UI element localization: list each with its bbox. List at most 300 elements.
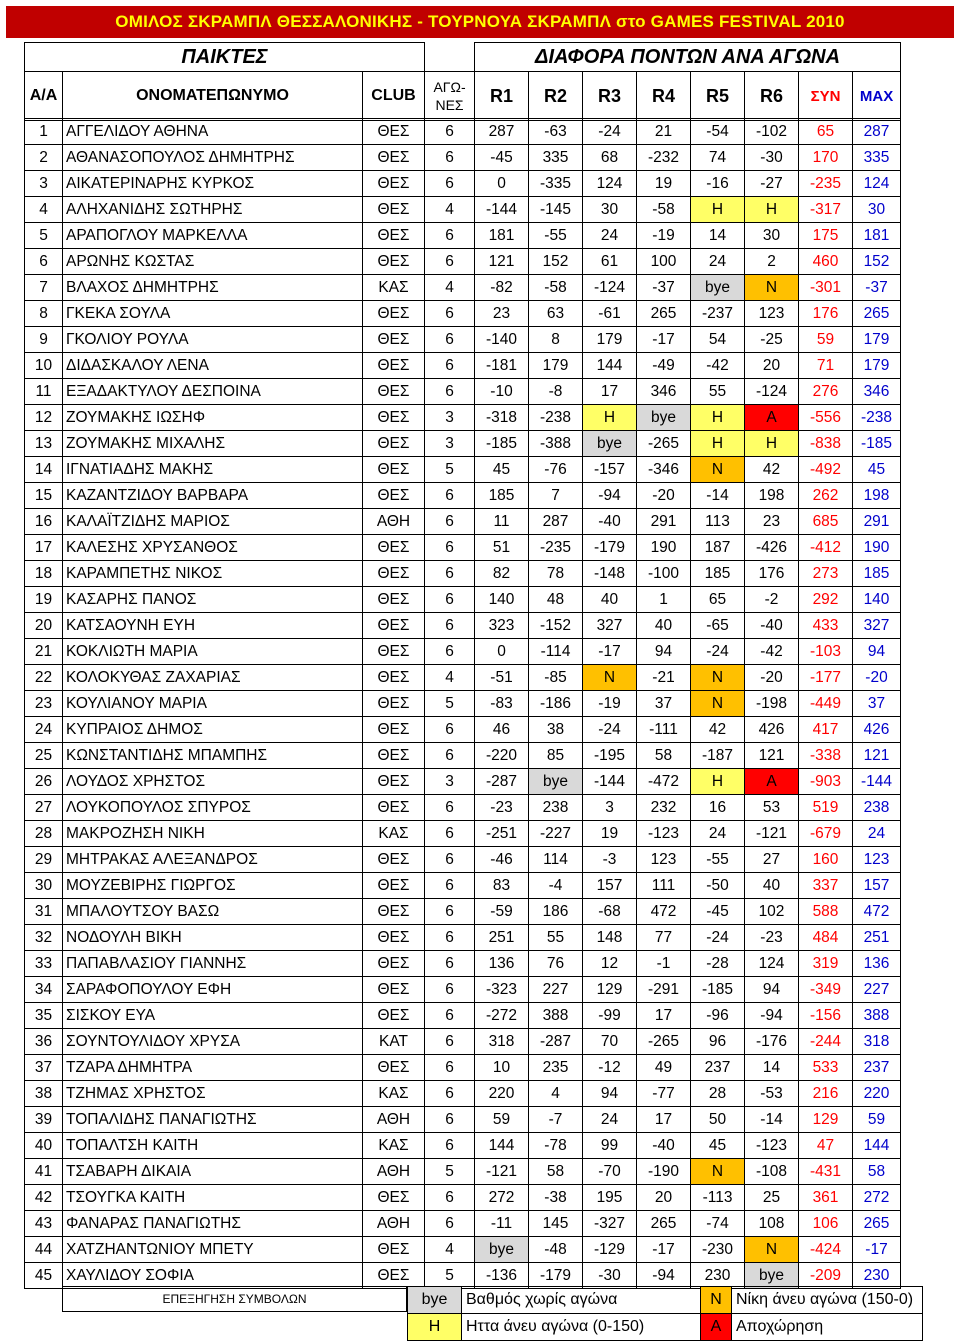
- cell-r4: -123: [637, 821, 691, 847]
- cell-r3: 68: [583, 145, 637, 171]
- cell-name: ΚΟΛΟΚΥΘΑΣ ΖΑΧΑΡΙΑΣ: [63, 665, 363, 691]
- cell-max: 220: [853, 1081, 901, 1107]
- cell-r2: -388: [529, 431, 583, 457]
- cell-name: ΙΓΝΑΤΙΑΔΗΣ ΜΑΚΗΣ: [63, 457, 363, 483]
- cell-games: 5: [425, 457, 475, 483]
- cell-r1: -23: [475, 795, 529, 821]
- cell-aa: 27: [25, 795, 63, 821]
- cell-r2: -227: [529, 821, 583, 847]
- cell-r1: bye: [475, 1237, 529, 1263]
- cell-r2: -85: [529, 665, 583, 691]
- cell-r2: 238: [529, 795, 583, 821]
- cell-name: ΑΡΑΠΟΓΛΟΥ ΜΑΡΚΕΛΛΑ: [63, 223, 363, 249]
- cell-aa: 45: [25, 1263, 63, 1289]
- cell-r6: 108: [745, 1211, 799, 1237]
- cell-syn: 129: [799, 1107, 853, 1133]
- diff-section-header: ΔΙΑΦΟΡΑ ΠΟΝΤΩΝ ΑΝΑ ΑΓΩΝΑ: [475, 43, 901, 72]
- cell-r6: Α: [745, 405, 799, 431]
- cell-r4: -37: [637, 275, 691, 301]
- cell-r4: -77: [637, 1081, 691, 1107]
- cell-r2: -58: [529, 275, 583, 301]
- cell-r2: -114: [529, 639, 583, 665]
- cell-club: ΚΑΣ: [363, 275, 425, 301]
- cell-r1: -220: [475, 743, 529, 769]
- table-row: [25, 1003, 901, 1029]
- cell-r5: -237: [691, 301, 745, 327]
- cell-max: 124: [853, 171, 901, 197]
- cell-syn: 71: [799, 353, 853, 379]
- cell-name: ΚΟΥΛΙΑΝΟΥ ΜΑΡΙΑ: [63, 691, 363, 717]
- cell-r1: 0: [475, 171, 529, 197]
- cell-max: 230: [853, 1263, 901, 1289]
- cell-club: ΘΕΣ: [363, 847, 425, 873]
- cell-r3: 70: [583, 1029, 637, 1055]
- cell-syn: 106: [799, 1211, 853, 1237]
- cell-max: 140: [853, 587, 901, 613]
- cell-r6: 30: [745, 223, 799, 249]
- cell-r6: Ν: [745, 1237, 799, 1263]
- cell-syn: 685: [799, 509, 853, 535]
- legend-h-symbol: Η: [407, 1313, 462, 1341]
- cell-max: 472: [853, 899, 901, 925]
- cell-games: 6: [425, 223, 475, 249]
- cell-r4: 1: [637, 587, 691, 613]
- cell-r1: -318: [475, 405, 529, 431]
- cell-syn: -449: [799, 691, 853, 717]
- cell-syn: -838: [799, 431, 853, 457]
- col-r3: R3: [583, 72, 637, 121]
- cell-r6: Α: [745, 769, 799, 795]
- cell-r5: -16: [691, 171, 745, 197]
- cell-syn: 533: [799, 1055, 853, 1081]
- cell-club: ΘΕΣ: [363, 951, 425, 977]
- cell-aa: 36: [25, 1029, 63, 1055]
- cell-r3: -68: [583, 899, 637, 925]
- cell-max: 238: [853, 795, 901, 821]
- cell-club: ΚΑΣ: [363, 821, 425, 847]
- cell-r5: 28: [691, 1081, 745, 1107]
- cell-club: ΘΕΣ: [363, 535, 425, 561]
- cell-name: ΚΑΛΕΣΗΣ ΧΡΥΣΑΝΘΟΣ: [63, 535, 363, 561]
- cell-r3: -124: [583, 275, 637, 301]
- cell-r3: 61: [583, 249, 637, 275]
- cell-r5: 24: [691, 821, 745, 847]
- cell-r4: 94: [637, 639, 691, 665]
- cell-r3: -24: [583, 717, 637, 743]
- cell-r3: 30: [583, 197, 637, 223]
- table-row: [25, 561, 901, 587]
- cell-r6: 25: [745, 1185, 799, 1211]
- cell-r3: -17: [583, 639, 637, 665]
- cell-r2: -76: [529, 457, 583, 483]
- cell-club: ΘΕΣ: [363, 145, 425, 171]
- cell-aa: 10: [25, 353, 63, 379]
- cell-r1: 11: [475, 509, 529, 535]
- cell-syn: -103: [799, 639, 853, 665]
- cell-r5: -14: [691, 483, 745, 509]
- cell-club: ΘΕΣ: [363, 119, 425, 145]
- cell-r4: -100: [637, 561, 691, 587]
- cell-max: 157: [853, 873, 901, 899]
- cell-aa: 37: [25, 1055, 63, 1081]
- cell-games: 4: [425, 197, 475, 223]
- cell-r5: Η: [691, 431, 745, 457]
- cell-r2: 114: [529, 847, 583, 873]
- cell-r2: 58: [529, 1159, 583, 1185]
- table-row: [25, 821, 901, 847]
- cell-games: 6: [425, 847, 475, 873]
- col-r1: R1: [475, 72, 529, 121]
- players-section-header: ΠΑΙΚΤΕΣ: [25, 43, 425, 72]
- cell-club: ΘΕΣ: [363, 665, 425, 691]
- cell-club: ΘΕΣ: [363, 691, 425, 717]
- cell-r3: 12: [583, 951, 637, 977]
- table-row: [25, 795, 901, 821]
- cell-r4: 346: [637, 379, 691, 405]
- cell-r2: 7: [529, 483, 583, 509]
- cell-r6: -53: [745, 1081, 799, 1107]
- cell-r4: 40: [637, 613, 691, 639]
- cell-games: 3: [425, 769, 475, 795]
- legend-a-symbol: Α: [700, 1313, 732, 1341]
- cell-r1: -323: [475, 977, 529, 1003]
- cell-r1: 10: [475, 1055, 529, 1081]
- cell-name: ΚΑΛΑΪΤΖΙΔΗΣ ΜΑΡΙΟΣ: [63, 509, 363, 535]
- cell-r5: 230: [691, 1263, 745, 1289]
- cell-name: ΤΖΑΡΑ ΔΗΜΗΤΡΑ: [63, 1055, 363, 1081]
- cell-club: ΘΕΣ: [363, 717, 425, 743]
- cell-r1: 318: [475, 1029, 529, 1055]
- cell-r5: 50: [691, 1107, 745, 1133]
- cell-r4: -1: [637, 951, 691, 977]
- cell-r6: -123: [745, 1133, 799, 1159]
- cell-aa: 42: [25, 1185, 63, 1211]
- cell-max: 144: [853, 1133, 901, 1159]
- cell-syn: -431: [799, 1159, 853, 1185]
- legend-h-text: Ηττα άνευ αγώνα (0-150): [461, 1313, 701, 1341]
- cell-r2: 227: [529, 977, 583, 1003]
- cell-r6: -124: [745, 379, 799, 405]
- cell-r5: Ν: [691, 1159, 745, 1185]
- table-row: [25, 847, 901, 873]
- cell-max: 190: [853, 535, 901, 561]
- cell-games: 3: [425, 405, 475, 431]
- col-aa: Α/Α: [25, 72, 63, 121]
- cell-r5: Η: [691, 769, 745, 795]
- cell-r2: 55: [529, 925, 583, 951]
- cell-aa: 11: [25, 379, 63, 405]
- cell-r3: -327: [583, 1211, 637, 1237]
- cell-syn: 276: [799, 379, 853, 405]
- cell-club: ΘΕΣ: [363, 249, 425, 275]
- cell-r4: 17: [637, 1003, 691, 1029]
- cell-r3: -40: [583, 509, 637, 535]
- cell-r3: -179: [583, 535, 637, 561]
- cell-name: ΑΛΗΧΑΝΙΔΗΣ ΣΩΤΗΡΗΣ: [63, 197, 363, 223]
- cell-club: ΘΕΣ: [363, 613, 425, 639]
- cell-r6: 14: [745, 1055, 799, 1081]
- cell-r4: bye: [637, 405, 691, 431]
- cell-r6: -25: [745, 327, 799, 353]
- cell-name: ΑΓΓΕΛΙΔΟΥ ΑΘΗΝΑ: [63, 119, 363, 145]
- legend: [62, 1286, 924, 1342]
- cell-aa: 15: [25, 483, 63, 509]
- cell-club: ΘΕΣ: [363, 379, 425, 405]
- table-row: [25, 327, 901, 353]
- cell-max: 335: [853, 145, 901, 171]
- cell-r6: -102: [745, 119, 799, 145]
- col-name: ΟΝΟΜΑΤΕΠΩΝΥΜΟ: [63, 72, 363, 121]
- cell-aa: 32: [25, 925, 63, 951]
- table-row: [25, 483, 901, 509]
- table-row: [25, 1081, 901, 1107]
- cell-r2: -63: [529, 119, 583, 145]
- cell-r3: 124: [583, 171, 637, 197]
- cell-r3: -24: [583, 119, 637, 145]
- cell-r5: 55: [691, 379, 745, 405]
- table-row: [25, 249, 901, 275]
- cell-r6: 40: [745, 873, 799, 899]
- cell-name: ΤΣΑΒΑΡΗ ΔΙΚΑΙΑ: [63, 1159, 363, 1185]
- cell-max: 388: [853, 1003, 901, 1029]
- cell-syn: 262: [799, 483, 853, 509]
- cell-aa: 38: [25, 1081, 63, 1107]
- cell-r5: -50: [691, 873, 745, 899]
- cell-syn: 160: [799, 847, 853, 873]
- cell-r6: 121: [745, 743, 799, 769]
- cell-games: 6: [425, 639, 475, 665]
- cell-games: 5: [425, 691, 475, 717]
- cell-r6: -176: [745, 1029, 799, 1055]
- cell-r4: -40: [637, 1133, 691, 1159]
- cell-games: 5: [425, 1263, 475, 1289]
- cell-games: 6: [425, 1211, 475, 1237]
- col-r6: R6: [745, 72, 799, 121]
- cell-name: ΣΟΥΝΤΟΥΛΙΔΟΥ ΧΡΥΣΑ: [63, 1029, 363, 1055]
- cell-max: -144: [853, 769, 901, 795]
- cell-max: 426: [853, 717, 901, 743]
- cell-r2: -335: [529, 171, 583, 197]
- cell-r2: 4: [529, 1081, 583, 1107]
- cell-max: -238: [853, 405, 901, 431]
- cell-club: ΘΕΣ: [363, 431, 425, 457]
- cell-r5: 187: [691, 535, 745, 561]
- cell-syn: -317: [799, 197, 853, 223]
- cell-r1: -144: [475, 197, 529, 223]
- cell-syn: 170: [799, 145, 853, 171]
- cell-r2: 388: [529, 1003, 583, 1029]
- cell-name: ΒΛΑΧΟΣ ΔΗΜΗΤΡΗΣ: [63, 275, 363, 301]
- cell-max: 37: [853, 691, 901, 717]
- cell-r1: 287: [475, 119, 529, 145]
- cell-r1: 220: [475, 1081, 529, 1107]
- cell-r3: 24: [583, 1107, 637, 1133]
- cell-r2: -179: [529, 1263, 583, 1289]
- cell-r5: -54: [691, 119, 745, 145]
- cell-max: 45: [853, 457, 901, 483]
- cell-r2: -152: [529, 613, 583, 639]
- cell-r4: 472: [637, 899, 691, 925]
- cell-r4: -232: [637, 145, 691, 171]
- cell-r6: 198: [745, 483, 799, 509]
- cell-name: ΚΑΣΑΡΗΣ ΠΑΝΟΣ: [63, 587, 363, 613]
- cell-r3: 94: [583, 1081, 637, 1107]
- cell-games: 6: [425, 1133, 475, 1159]
- cell-games: 6: [425, 951, 475, 977]
- table-row: [25, 613, 901, 639]
- cell-max: 265: [853, 1211, 901, 1237]
- cell-r4: -58: [637, 197, 691, 223]
- cell-aa: 30: [25, 873, 63, 899]
- cell-r5: 14: [691, 223, 745, 249]
- cell-r4: 123: [637, 847, 691, 873]
- table-row: [25, 535, 901, 561]
- cell-max: 94: [853, 639, 901, 665]
- cell-name: ΤΖΗΜΑΣ ΧΡΗΣΤΟΣ: [63, 1081, 363, 1107]
- cell-aa: 31: [25, 899, 63, 925]
- cell-r6: -94: [745, 1003, 799, 1029]
- cell-aa: 44: [25, 1237, 63, 1263]
- cell-games: 6: [425, 1185, 475, 1211]
- cell-r2: 287: [529, 509, 583, 535]
- cell-r2: 186: [529, 899, 583, 925]
- cell-r5: -96: [691, 1003, 745, 1029]
- cell-games: 6: [425, 561, 475, 587]
- cell-r3: -3: [583, 847, 637, 873]
- cell-r6: -121: [745, 821, 799, 847]
- cell-r3: Η: [583, 405, 637, 431]
- cell-max: -17: [853, 1237, 901, 1263]
- cell-syn: 292: [799, 587, 853, 613]
- cell-max: 265: [853, 301, 901, 327]
- cell-r3: -70: [583, 1159, 637, 1185]
- cell-aa: 1: [25, 119, 63, 145]
- cell-syn: -492: [799, 457, 853, 483]
- table-row: [25, 353, 901, 379]
- col-r2: R2: [529, 72, 583, 121]
- cell-r6: 102: [745, 899, 799, 925]
- cell-aa: 33: [25, 951, 63, 977]
- cell-r3: -30: [583, 1263, 637, 1289]
- table-row: [25, 873, 901, 899]
- cell-r4: 291: [637, 509, 691, 535]
- cell-r1: -185: [475, 431, 529, 457]
- cell-r1: -45: [475, 145, 529, 171]
- cell-r3: 19: [583, 821, 637, 847]
- cell-r6: 20: [745, 353, 799, 379]
- cell-max: 136: [853, 951, 901, 977]
- legend-bye-symbol: bye: [407, 1286, 462, 1314]
- cell-r5: -113: [691, 1185, 745, 1211]
- cell-games: 4: [425, 1237, 475, 1263]
- cell-games: 6: [425, 1107, 475, 1133]
- cell-aa: 28: [25, 821, 63, 847]
- cell-syn: 176: [799, 301, 853, 327]
- col-r5: R5: [691, 72, 745, 121]
- col-max: MAX: [853, 72, 901, 121]
- cell-r2: 335: [529, 145, 583, 171]
- table-row: [25, 145, 901, 171]
- cell-aa: 34: [25, 977, 63, 1003]
- cell-syn: 65: [799, 119, 853, 145]
- cell-r2: bye: [529, 769, 583, 795]
- cell-aa: 2: [25, 145, 63, 171]
- cell-aa: 35: [25, 1003, 63, 1029]
- cell-r6: -198: [745, 691, 799, 717]
- table-row: [25, 405, 901, 431]
- cell-r1: 45: [475, 457, 529, 483]
- cell-r6: 42: [745, 457, 799, 483]
- cell-r5: bye: [691, 275, 745, 301]
- cell-r2: -287: [529, 1029, 583, 1055]
- cell-name: ΜΑΚΡΟΖΗΣΗ ΝΙΚΗ: [63, 821, 363, 847]
- cell-r2: -55: [529, 223, 583, 249]
- cell-r2: -8: [529, 379, 583, 405]
- cell-r1: -11: [475, 1211, 529, 1237]
- cell-r1: -121: [475, 1159, 529, 1185]
- cell-r5: 113: [691, 509, 745, 535]
- cell-r2: 76: [529, 951, 583, 977]
- cell-r3: -129: [583, 1237, 637, 1263]
- cell-r1: -59: [475, 899, 529, 925]
- col-club: CLUB: [363, 72, 425, 121]
- table-row: [25, 665, 901, 691]
- cell-r6: -108: [745, 1159, 799, 1185]
- cell-club: ΘΕΣ: [363, 925, 425, 951]
- cell-name: ΑΡΩΝΗΣ ΚΩΣΤΑΣ: [63, 249, 363, 275]
- cell-r1: -10: [475, 379, 529, 405]
- cell-r2: 38: [529, 717, 583, 743]
- cell-r5: Η: [691, 197, 745, 223]
- cell-syn: -244: [799, 1029, 853, 1055]
- cell-r1: -140: [475, 327, 529, 353]
- cell-name: ΕΞΑΔΑΚΤΥΛΟΥ ΔΕΣΠΟΙΝΑ: [63, 379, 363, 405]
- cell-r3: -19: [583, 691, 637, 717]
- cell-club: ΘΕΣ: [363, 483, 425, 509]
- cell-club: ΘΕΣ: [363, 1003, 425, 1029]
- cell-r5: -230: [691, 1237, 745, 1263]
- cell-name: ΑΙΚΑΤΕΡΙΝΑΡΗΣ ΚΥΡΚΟΣ: [63, 171, 363, 197]
- cell-games: 6: [425, 1003, 475, 1029]
- legend-bye-text: Βαθμός χωρίς αγώνα: [461, 1286, 701, 1314]
- cell-r3: -144: [583, 769, 637, 795]
- legend-n-symbol: Ν: [700, 1286, 732, 1314]
- table-row: [25, 951, 901, 977]
- cell-name: ΧΑΤΖΗΑΝΤΩΝΙΟΥ ΜΠΕΤΥ: [63, 1237, 363, 1263]
- cell-syn: -903: [799, 769, 853, 795]
- cell-max: 121: [853, 743, 901, 769]
- cell-r2: -7: [529, 1107, 583, 1133]
- cell-club: ΑΘΗ: [363, 509, 425, 535]
- cell-aa: 4: [25, 197, 63, 223]
- cell-aa: 16: [25, 509, 63, 535]
- col-r4: R4: [637, 72, 691, 121]
- cell-r5: 42: [691, 717, 745, 743]
- table-row: [25, 197, 901, 223]
- cell-aa: 23: [25, 691, 63, 717]
- cell-name: ΤΣΟΥΓΚΑ ΚΑΙΤΗ: [63, 1185, 363, 1211]
- cell-games: 6: [425, 301, 475, 327]
- cell-r3: -99: [583, 1003, 637, 1029]
- cell-games: 6: [425, 509, 475, 535]
- cell-games: 6: [425, 171, 475, 197]
- cell-name: ΚΩΝΣΤΑΝΤΙΔΗΣ ΜΠΑΜΠΗΣ: [63, 743, 363, 769]
- cell-r2: -4: [529, 873, 583, 899]
- cell-r5: -24: [691, 639, 745, 665]
- cell-r6: -14: [745, 1107, 799, 1133]
- cell-club: ΚΑΤ: [363, 1029, 425, 1055]
- cell-max: 251: [853, 925, 901, 951]
